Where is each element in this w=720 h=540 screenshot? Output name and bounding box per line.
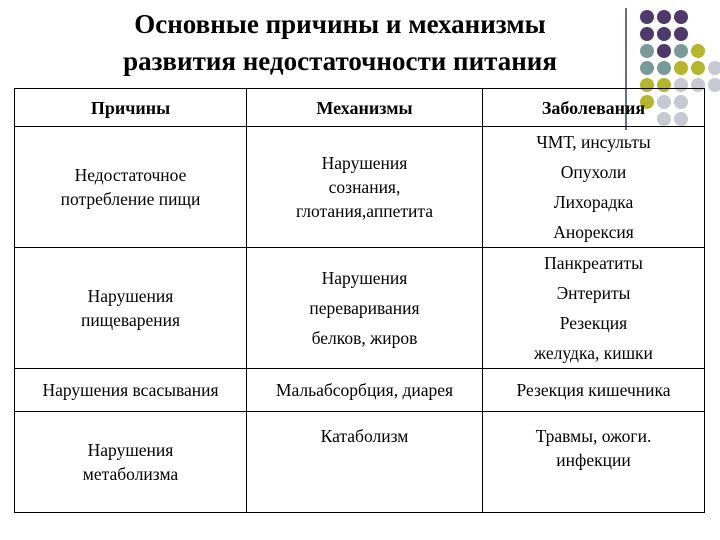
- header-mechanisms: Механизмы: [247, 89, 483, 127]
- causes-mechanisms-table: [14, 88, 705, 513]
- cell-line: белков, жиров: [311, 328, 418, 348]
- cell-line: Резекция: [559, 313, 628, 333]
- decorative-dot: [657, 27, 671, 41]
- table-row: [15, 369, 705, 412]
- table-row: [15, 127, 705, 248]
- cause-cell: [15, 248, 247, 369]
- cell-line: сознания,: [328, 177, 401, 197]
- cell-line: Панкреатиты: [544, 253, 643, 273]
- cell-line: пищеварения: [80, 310, 181, 330]
- cell-line: Энтериты: [556, 283, 631, 303]
- decorative-dot: [674, 44, 688, 58]
- decorative-dot: [708, 78, 720, 92]
- cell-line: потребление пищи: [60, 189, 201, 209]
- cause-cell: [15, 369, 247, 412]
- diseases-cell: [483, 127, 705, 248]
- decorative-dot: [640, 44, 654, 58]
- header-causes: Причины: [15, 89, 247, 127]
- decorative-dot: [657, 10, 671, 24]
- cell-line: Нарушения всасывания: [42, 380, 219, 400]
- cell-line: Нарушения: [321, 268, 408, 288]
- table-header-row: [15, 89, 705, 127]
- decorative-dot: [674, 27, 688, 41]
- cell-line: Нарушения: [321, 153, 408, 173]
- slide-title-line-2: развития недостаточности питания: [123, 46, 557, 76]
- diseases-cell: [483, 412, 705, 513]
- cell-line: Катаболизм: [320, 426, 409, 446]
- diseases-cell: [483, 248, 705, 369]
- table-row: [15, 248, 705, 369]
- cell-line: Опухоли: [560, 162, 627, 182]
- cell-line: Резекция кишечника: [516, 380, 671, 400]
- decorative-dot: [691, 44, 705, 58]
- cell-line: Нарушения: [87, 440, 174, 460]
- decorative-dot: [657, 44, 671, 58]
- cell-line: глотания,аппетита: [295, 201, 433, 221]
- mechanism-cell: [247, 248, 483, 369]
- slide-title-line-1: Основные причины и механизмы: [134, 9, 546, 39]
- cell-line: Недостаточное: [74, 165, 187, 185]
- mechanism-cell: [247, 412, 483, 513]
- mechanism-cell: [247, 127, 483, 248]
- cell-line: метаболизма: [82, 464, 179, 484]
- decorative-dot: [691, 61, 705, 75]
- cell-line: Травмы, ожоги.: [535, 426, 652, 446]
- decorative-dot: [708, 61, 720, 75]
- mechanism-cell: [247, 369, 483, 412]
- decorative-dot: [674, 61, 688, 75]
- decorative-dot: [640, 27, 654, 41]
- cell-line: Анорексия: [553, 222, 634, 242]
- slide-title: [60, 6, 620, 80]
- header-diseases: Заболевания: [483, 89, 705, 127]
- cell-line: ЧМТ, инсульты: [536, 132, 651, 152]
- decorative-dot: [674, 10, 688, 24]
- decorative-dot: [640, 61, 654, 75]
- cell-line: инфекции: [556, 450, 631, 470]
- cause-cell: [15, 412, 247, 513]
- cell-line: переваривания: [309, 298, 420, 318]
- table-row: [15, 412, 705, 513]
- diseases-cell: [483, 369, 705, 412]
- decorative-dot: [640, 10, 654, 24]
- decorative-dot: [657, 61, 671, 75]
- cell-line: Нарушения: [87, 286, 174, 306]
- cell-line: желудка, кишки: [534, 343, 653, 363]
- cell-line: Мальабсорбция, диарея: [275, 380, 454, 400]
- cell-line: Лихорадка: [553, 192, 634, 212]
- cause-cell: [15, 127, 247, 248]
